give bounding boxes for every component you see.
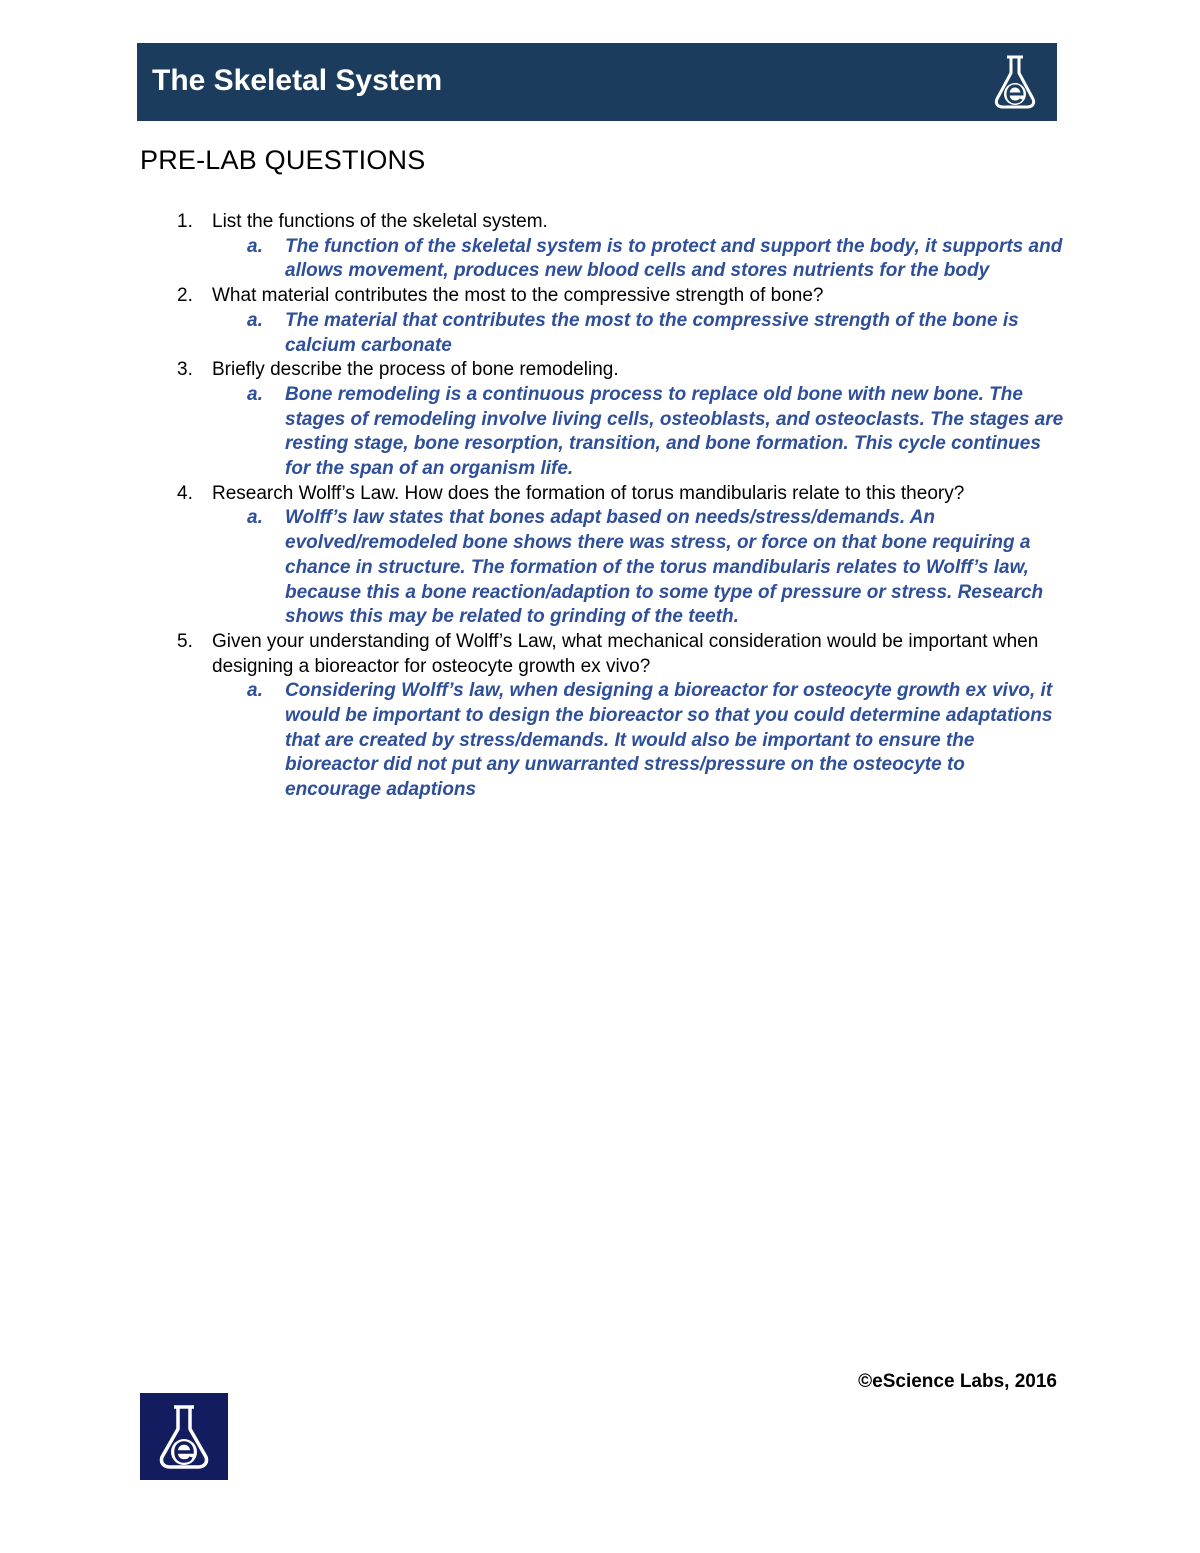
footer-logo	[140, 1393, 228, 1480]
answer-label: a.	[247, 680, 263, 702]
answer-text: The material that contributes the most to the compressive strength of the bone is calcium carbonate	[285, 309, 1019, 356]
answer	[140, 383, 1065, 482]
answer	[140, 506, 1065, 630]
answer-text: Considering Wolff’s law, when designing a bioreactor for osteocyte growth ex vivo, it would be important to design the bioreactor so that you could determine adaptations that are created by stress/demands. It would also be important to ensure the bioreactor did not put any unwarranted stress/pressure on the osteocyte to encourage adaptions	[285, 680, 1053, 801]
question-item	[140, 210, 1065, 284]
question	[140, 284, 1065, 309]
question-list	[140, 210, 1065, 803]
question-text: Research Wolff’s Law. How does the formation of torus mandibularis relate to this theory?	[212, 482, 965, 504]
answer-text: Bone remodeling is a continuous process to replace old bone with new bone. The stages of remodeling involve living cells, osteoblasts, and osteoclasts. The stages are resting stage, bone resorption, transition, and bone formation. This cycle continues for the span of an organism life.	[285, 383, 1064, 480]
question-number: 2.	[177, 285, 193, 307]
question-number: 4.	[177, 482, 193, 504]
flask-e-logo-icon	[140, 1393, 228, 1480]
copyright-notice: ©eScience Labs, 2016	[858, 1371, 1057, 1392]
question-number: 1.	[177, 211, 193, 232]
question-number: 3.	[177, 359, 193, 381]
answer-text: The function of the skeletal system is to protect and support the body, it supports and allows movement, produces new blood cells and stores nutrients for the body	[285, 235, 1063, 282]
question	[140, 358, 1065, 383]
question-item	[140, 284, 1065, 358]
question-item	[140, 358, 1065, 482]
flask-e-logo-icon	[991, 53, 1039, 111]
answer-label: a.	[247, 507, 263, 529]
header-banner	[137, 43, 1057, 121]
question	[140, 630, 1065, 679]
answer	[140, 235, 1065, 284]
question-text: What material contributes the most to the compressive strength of bone?	[212, 285, 824, 307]
question-text: Given your understanding of Wolff’s Law, what mechanical consideration would be important when designing a bioreactor for osteocyte growth ex vivo?	[212, 630, 1039, 677]
answer-label: a.	[247, 309, 263, 331]
answer-label: a.	[247, 235, 263, 257]
question-item	[140, 630, 1065, 803]
question-number: 5.	[177, 630, 193, 652]
page-title: The Skeletal System	[152, 64, 443, 97]
question-text: List the functions of the skeletal system.	[212, 211, 548, 232]
section-title: PRE-LAB QUESTIONS	[140, 145, 426, 175]
question	[140, 482, 1065, 507]
answer-text: Wolff’s law states that bones adapt based on needs/stress/demands. An evolved/remodeled bone shows there was stress, or force on that bone requiring a chance in structure. The formation of the torus mandibularis relates to Wolff’s law, because this a bone reaction/adaption to some type of pressure or stress. Research shows this may be related to grinding of the teeth.	[285, 507, 1044, 628]
answer	[140, 309, 1065, 358]
question-text: Briefly describe the process of bone remodeling.	[212, 359, 619, 381]
question	[140, 210, 1065, 235]
answer-label: a.	[247, 383, 263, 405]
question-item	[140, 482, 1065, 630]
answer	[140, 679, 1065, 803]
